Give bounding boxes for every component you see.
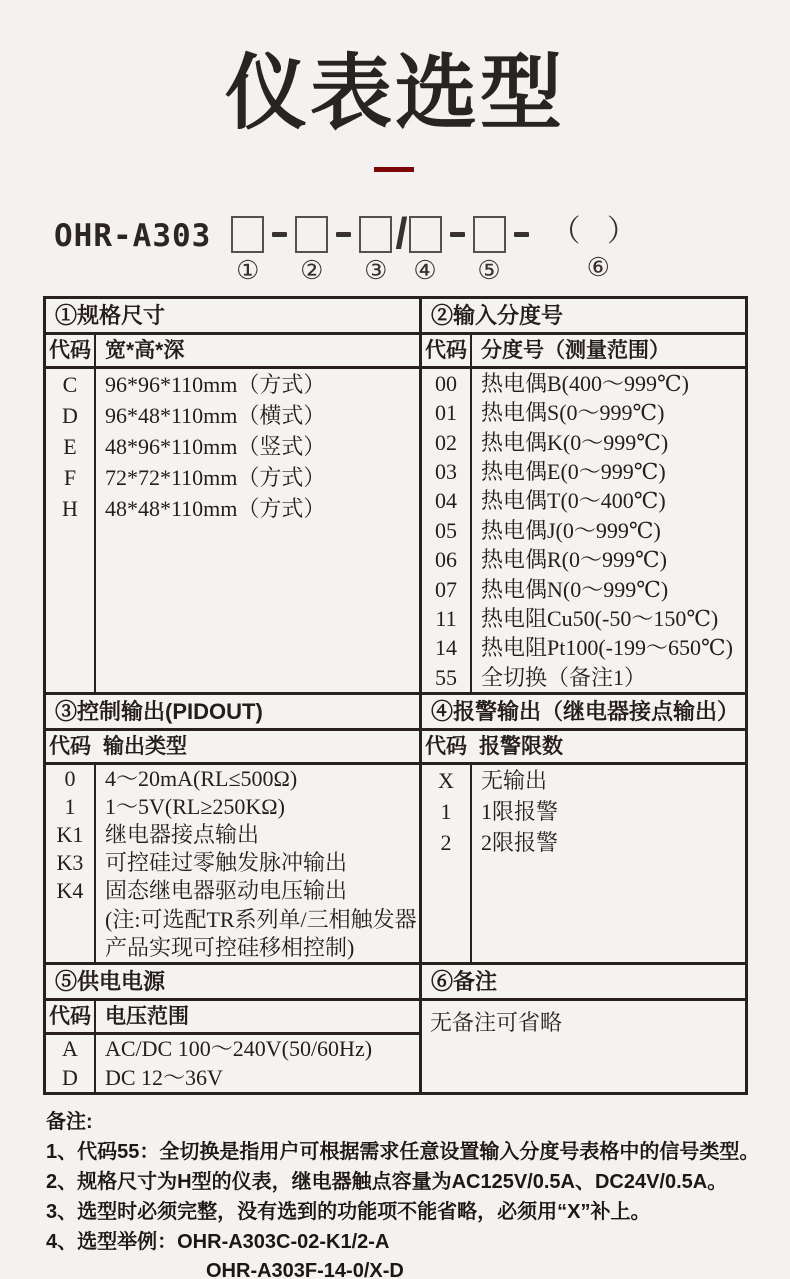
footnotes-list bbox=[46, 1137, 766, 1257]
row-value: 无输出 bbox=[481, 768, 548, 793]
note-line: 3、选型时必须完整，没有选到的功能项不能省略，必须用“X”补上。 bbox=[46, 1201, 651, 1223]
dash-separator bbox=[272, 232, 287, 237]
value-column bbox=[96, 765, 419, 962]
row-code: D bbox=[62, 1064, 78, 1090]
section-title: ④报警输出（继电器接点输出） bbox=[422, 695, 745, 731]
model-box-1 bbox=[231, 216, 264, 253]
model-slot-6 bbox=[551, 212, 646, 281]
model-box-2 bbox=[295, 216, 328, 253]
section-alarm-output bbox=[422, 695, 745, 965]
section-body bbox=[46, 765, 419, 962]
note-line: 1、代码55：全切换是指用户可根据需求任意设置输入分度号表格中的信号类型。 bbox=[46, 1141, 760, 1163]
row-code: 11 bbox=[435, 605, 457, 631]
row-code: X bbox=[438, 768, 454, 793]
row-value: 72*72*110mm（方式） bbox=[105, 465, 326, 490]
row-value: 继电器接点输出 bbox=[105, 822, 260, 848]
slot-number-6: ⑥ bbox=[586, 253, 610, 283]
row-code: 05 bbox=[435, 517, 457, 543]
row-value: 1限报警 bbox=[481, 799, 559, 824]
code-column bbox=[422, 369, 472, 692]
row-value: 可控硅过零触发脉冲输出 bbox=[105, 850, 348, 876]
note-line: 4、选型举例：OHR-A303C-02-K1/2-A bbox=[46, 1231, 390, 1253]
row-code: D bbox=[62, 403, 78, 428]
section-spec-size bbox=[46, 299, 422, 695]
model-code bbox=[54, 209, 646, 286]
section-subheader bbox=[46, 1001, 419, 1035]
dash-separator bbox=[336, 232, 351, 237]
row-value: 固态继电器驱动电压输出 bbox=[105, 878, 348, 904]
row-value: (注:可选配TR系列单/三相触发器 bbox=[105, 906, 417, 932]
row-code: H bbox=[62, 496, 78, 521]
row-value: 1～5V(RL≥250KΩ) bbox=[105, 793, 285, 819]
code-column-header: 代码 bbox=[425, 735, 467, 758]
section-body bbox=[46, 369, 419, 692]
value-column-header: 分度号（测量范围） bbox=[481, 338, 670, 362]
row-value: 96*48*110mm（横式） bbox=[105, 403, 326, 428]
section-power-supply bbox=[46, 965, 422, 1092]
dash-separator bbox=[514, 232, 529, 237]
section-title: ③控制输出(PIDOUT) bbox=[46, 695, 419, 731]
row-value: 产品实现可控硅移相控制) bbox=[105, 934, 355, 960]
code-column-header: 代码 bbox=[46, 335, 96, 366]
row-code: 02 bbox=[435, 429, 457, 455]
code-column-header: 代码 bbox=[49, 734, 91, 758]
footnotes bbox=[46, 1108, 766, 1279]
row-value: 热电偶B(400～999℃) bbox=[481, 370, 689, 396]
row-code: 1 bbox=[440, 799, 452, 824]
row-code: 2 bbox=[440, 830, 452, 855]
model-slot-3 bbox=[359, 212, 392, 284]
model-parens: （ ） bbox=[550, 215, 646, 248]
section-title: ①规格尺寸 bbox=[46, 299, 419, 335]
row-value: 热电偶K(0～999℃) bbox=[481, 429, 669, 455]
value-column bbox=[96, 369, 419, 692]
value-column bbox=[472, 765, 745, 962]
section-subheader bbox=[422, 731, 745, 765]
row-value: 热电偶T(0～400℃) bbox=[481, 488, 666, 514]
row-value: 4～20mA(RL≤500Ω) bbox=[105, 765, 298, 791]
row-code: K4 bbox=[56, 878, 84, 904]
row-code: 0 bbox=[64, 765, 76, 791]
row-value: 热电偶S(0～999℃) bbox=[481, 400, 665, 426]
section-subheader bbox=[46, 731, 419, 765]
row-value: 热电偶N(0～999℃) bbox=[481, 576, 669, 602]
code-column bbox=[46, 765, 96, 962]
value-column bbox=[96, 1035, 419, 1092]
slash-separator: / bbox=[395, 209, 408, 258]
row-code: 1 bbox=[64, 793, 76, 819]
row-value: 热电偶E(0～999℃) bbox=[481, 458, 666, 484]
section-body bbox=[422, 369, 745, 692]
row-value: 48*48*110mm（方式） bbox=[105, 496, 326, 521]
code-column-header: 代码 bbox=[46, 1001, 96, 1032]
row-code: K1 bbox=[56, 822, 84, 848]
row-code: 14 bbox=[435, 635, 457, 661]
row-code: 00 bbox=[435, 370, 457, 396]
row-code: F bbox=[63, 465, 77, 490]
model-prefix: OHR-A303 bbox=[54, 218, 212, 254]
value-column bbox=[472, 369, 745, 692]
model-box-5 bbox=[473, 216, 506, 253]
section-input-index bbox=[422, 299, 745, 695]
dash-separator bbox=[450, 232, 465, 237]
row-value: 热电偶J(0～999℃) bbox=[481, 517, 661, 543]
note-example-line2: OHR-A303F-14-0/X-D bbox=[206, 1260, 404, 1279]
section-subheader bbox=[46, 335, 419, 369]
slot-number-5: ⑤ bbox=[477, 256, 501, 286]
note-line: 2、规格尺寸为H型的仪表，继电器触点容量为AC125V/0.5A、DC24V/0.5A。 bbox=[46, 1171, 728, 1193]
row-value: 96*96*110mm（方式） bbox=[105, 372, 326, 397]
slot-number-1: ① bbox=[236, 256, 260, 286]
model-slot-5 bbox=[473, 212, 506, 284]
row-code: A bbox=[62, 1036, 78, 1061]
row-code: 06 bbox=[435, 547, 457, 573]
row-value: AC/DC 100～240V(50/60Hz) bbox=[105, 1036, 373, 1061]
row-value: 热电偶R(0～999℃) bbox=[481, 547, 667, 573]
value-column-header: 输出类型 bbox=[103, 734, 187, 758]
row-code: 03 bbox=[435, 458, 457, 484]
section-remark bbox=[422, 965, 745, 1092]
row-code: 04 bbox=[435, 488, 457, 514]
model-box-4 bbox=[409, 216, 442, 253]
value-column-header: 报警限数 bbox=[479, 735, 563, 758]
accent-dash bbox=[374, 167, 414, 172]
remark-text: 无备注可省略 bbox=[430, 1010, 563, 1035]
section-body bbox=[422, 765, 745, 962]
footnotes-heading: 备注: bbox=[46, 1111, 93, 1133]
model-slot-2 bbox=[295, 212, 328, 284]
value-column-header: 宽*高*深 bbox=[105, 339, 185, 362]
value-column-header: 电压范围 bbox=[105, 1005, 189, 1028]
code-column bbox=[422, 765, 472, 962]
slot-number-3: ③ bbox=[364, 256, 388, 286]
selection-table bbox=[43, 296, 748, 1095]
row-value: 热电阻Cu50(-50～150℃) bbox=[481, 605, 719, 631]
slot-number-4: ④ bbox=[413, 256, 437, 286]
row-value: 48*96*110mm（竖式） bbox=[105, 434, 326, 459]
row-value: 全切换（备注1） bbox=[481, 664, 647, 690]
row-value: 热电阻Pt100(-199～650℃) bbox=[481, 635, 733, 661]
slot-number-2: ② bbox=[300, 256, 324, 286]
model-slot-1 bbox=[231, 212, 264, 284]
code-column-header: 代码 bbox=[422, 335, 472, 366]
row-value: DC 12～36V bbox=[105, 1064, 223, 1090]
section-body bbox=[46, 1035, 419, 1092]
model-box-3 bbox=[359, 216, 392, 253]
section-control-output bbox=[46, 695, 422, 965]
row-code bbox=[46, 934, 94, 962]
model-slot-4 bbox=[409, 212, 442, 284]
row-code: E bbox=[63, 434, 77, 459]
section-subheader bbox=[422, 335, 745, 369]
section-title: ②输入分度号 bbox=[422, 299, 745, 335]
row-value: 2限报警 bbox=[481, 830, 559, 855]
page-title: 仪表选型 bbox=[224, 48, 565, 139]
section-title: ⑤供电电源 bbox=[46, 965, 419, 1001]
row-code: 07 bbox=[435, 576, 457, 602]
code-column bbox=[46, 369, 96, 692]
row-code: C bbox=[62, 372, 78, 397]
row-code: K3 bbox=[56, 850, 84, 876]
row-code: 01 bbox=[435, 400, 457, 426]
section-title: ⑥备注 bbox=[422, 965, 745, 1001]
row-code bbox=[46, 906, 94, 934]
code-column bbox=[46, 1035, 96, 1092]
row-code: 55 bbox=[435, 664, 457, 690]
